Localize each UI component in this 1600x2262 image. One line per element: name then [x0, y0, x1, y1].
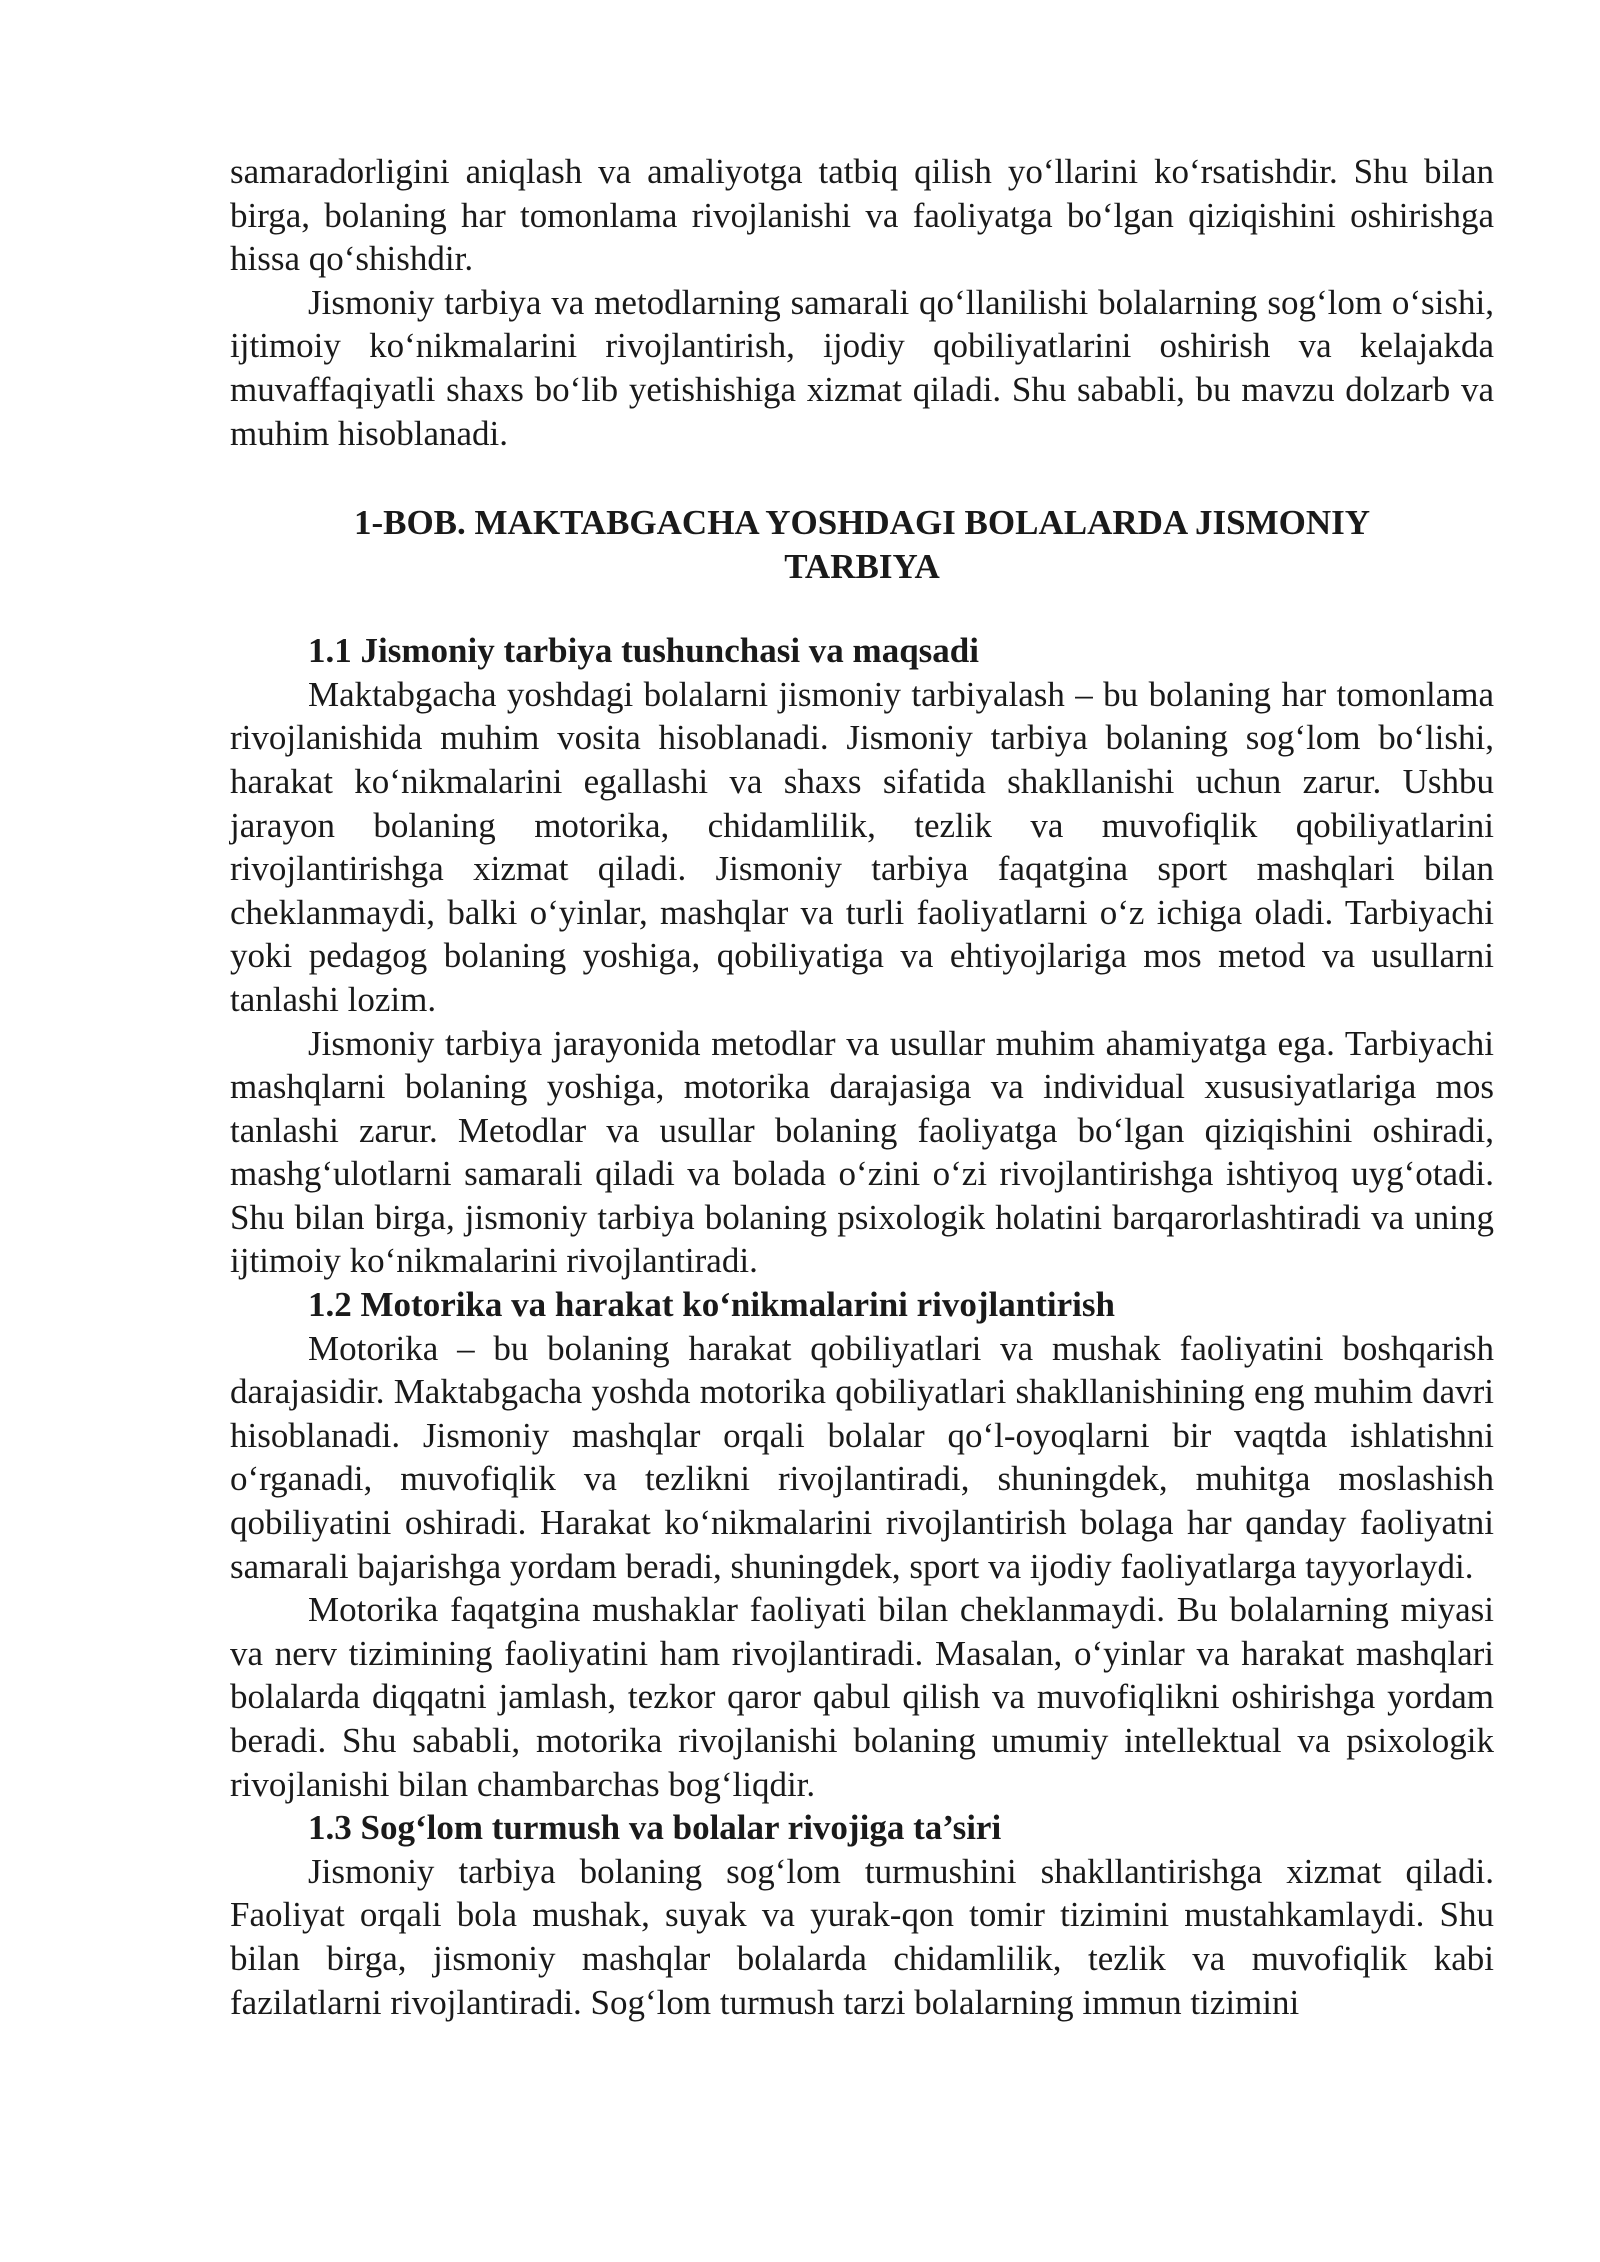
document-page — [230, 150, 1494, 2024]
section-heading-1-3: 1.3 Sog‘lom turmush va bolalar rivojiga ta’siri — [308, 1808, 1002, 1848]
section-1-3-paragraph-1: Jismoniy tarbiya bolaning sog‘lom turmushini shakllantirishga xizmat qiladi. Faoliyat orqali bola mushak, suyak va yurak-qon tomir tizimini mustahkamlaydi. Shu bilan birga, jismoniy mashqlar bolalarda chidamlilik, tezlik va muvofiqlik kabi fazilatlarni rivojlantiradi. Sog‘lom turmush tarzi bolalarning immun tizimini — [230, 1851, 1494, 2022]
chapter-title-line-2: TARBIYA — [784, 547, 940, 587]
section-heading-1-2: 1.2 Motorika va harakat ko‘nikmalarini rivojlantirish — [308, 1285, 1115, 1325]
section-heading-1-1: 1.1 Jismoniy tarbiya tushunchasi va maqsadi — [308, 631, 979, 671]
section-1-2-paragraph-2: Motorika faqatgina mushaklar faoliyati bilan cheklanmaydi. Bu bolalarning miyasi va nerv tizimining faoliyatini ham rivojlantiradi. Masalan, o‘yinlar va harakat mashqlari bolalarda diqqatni jamlash, tezkor qaror qabul qilish va muvofiqlikni oshirishga yordam beradi. Shu sababli, motorika rivojlanishi bolaning umumiy intellektual va psixologik rivojlanishi bilan chambarchas bog‘liqdir. — [230, 1590, 1494, 1804]
chapter-title-line-1: 1-BOB. MAKTABGACHA YOSHDAGI BOLALARDA JISMONIY — [353, 503, 1371, 543]
section-1-1-paragraph-2: Jismoniy tarbiya jarayonida metodlar va usullar muhim ahamiyatga ega. Tarbiyachi mashqlarni bolaning yoshiga, motorika darajasiga va individual xususiyatlariga mos tanlashi zarur. Metodlar va usullar bolaning faoliyatga bo‘lgan qiziqishini oshiradi, mashg‘ulotlarni samarali qiladi va bolada o‘zini o‘zi rivojlantirishga ishtiyoq uyg‘otadi. Shu bilan birga, jismoniy tarbiya bolaning psixologik holatini barqarorlashtiradi va uning ijtimoiy ko‘nikmalarini rivojlantiradi. — [230, 1023, 1494, 1281]
chapter-title — [230, 501, 1494, 589]
intro-paragraph-continued: samaradorligini aniqlash va amaliyotga tatbiq qilish yo‘llarini ko‘rsatishdir. Shu bilan birga, bolaning har tomonlama rivojlanishi va faoliyatga bo‘lgan qiziqishini oshirishga hissa qo‘shishdir. — [230, 152, 1494, 279]
section-1-1-paragraph-1: Maktabgacha yoshdagi bolalarni jismoniy tarbiyalash – bu bolaning har tomonlama rivojlanishida muhim vosita hisoblanadi. Jismoniy tarbiya bolaning sog‘lom bo‘lishi, harakat ko‘nikmalarini egallashi va shaxs sifatida shakllanishi uchun zarur. Ushbu jarayon bolaning motorika, chidamlilik, tezlik va muvofiqlik qobiliyatlarini rivojlantirishga xizmat qiladi. Jismoniy tarbiya faqatgina sport mashqlari bilan cheklanmaydi, balki o‘yinlar, mashqlar va turli faoliyatlarni o‘z ichiga oladi. Tarbiyachi yoki pedagog bolaning yoshiga, qobiliyatiga va ehtiyojlariga mos metod va usullarni tanlashi lozim. — [230, 674, 1494, 1019]
section-1-2-paragraph-1: Motorika – bu bolaning harakat qobiliyatlari va mushak faoliyatini boshqarish darajasidir. Maktabgacha yoshda motorika qobiliyatlari shakllanishining eng muhim davri hisoblanadi. Jismoniy mashqlar orqali bolalar qo‘l-oyoqlarni bir vaqtda ishlatishni o‘rganadi, muvofiqlik va tezlikni rivojlantiradi, shuningdek, muhitga moslashish qobiliyatini oshiradi. Harakat ko‘nikmalarini rivojlantirish bolaga har qanday faoliyatni samarali bajarishga yordam beradi, shuningdek, sport va ijodiy faoliyatlarga tayyorlaydi. — [230, 1328, 1494, 1586]
intro-paragraph: Jismoniy tarbiya va metodlarning samarali qo‘llanilishi bolalarning sog‘lom o‘sishi, ijtimoiy ko‘nikmalarini rivojlantirish, ijodiy qobiliyatlarini oshirish va kelajakda muvaffaqiyatli shaxs bo‘lib yetishishiga xizmat qiladi. Shu sababli, bu mavzu dolzarb va muhim hisoblanadi. — [230, 282, 1494, 453]
